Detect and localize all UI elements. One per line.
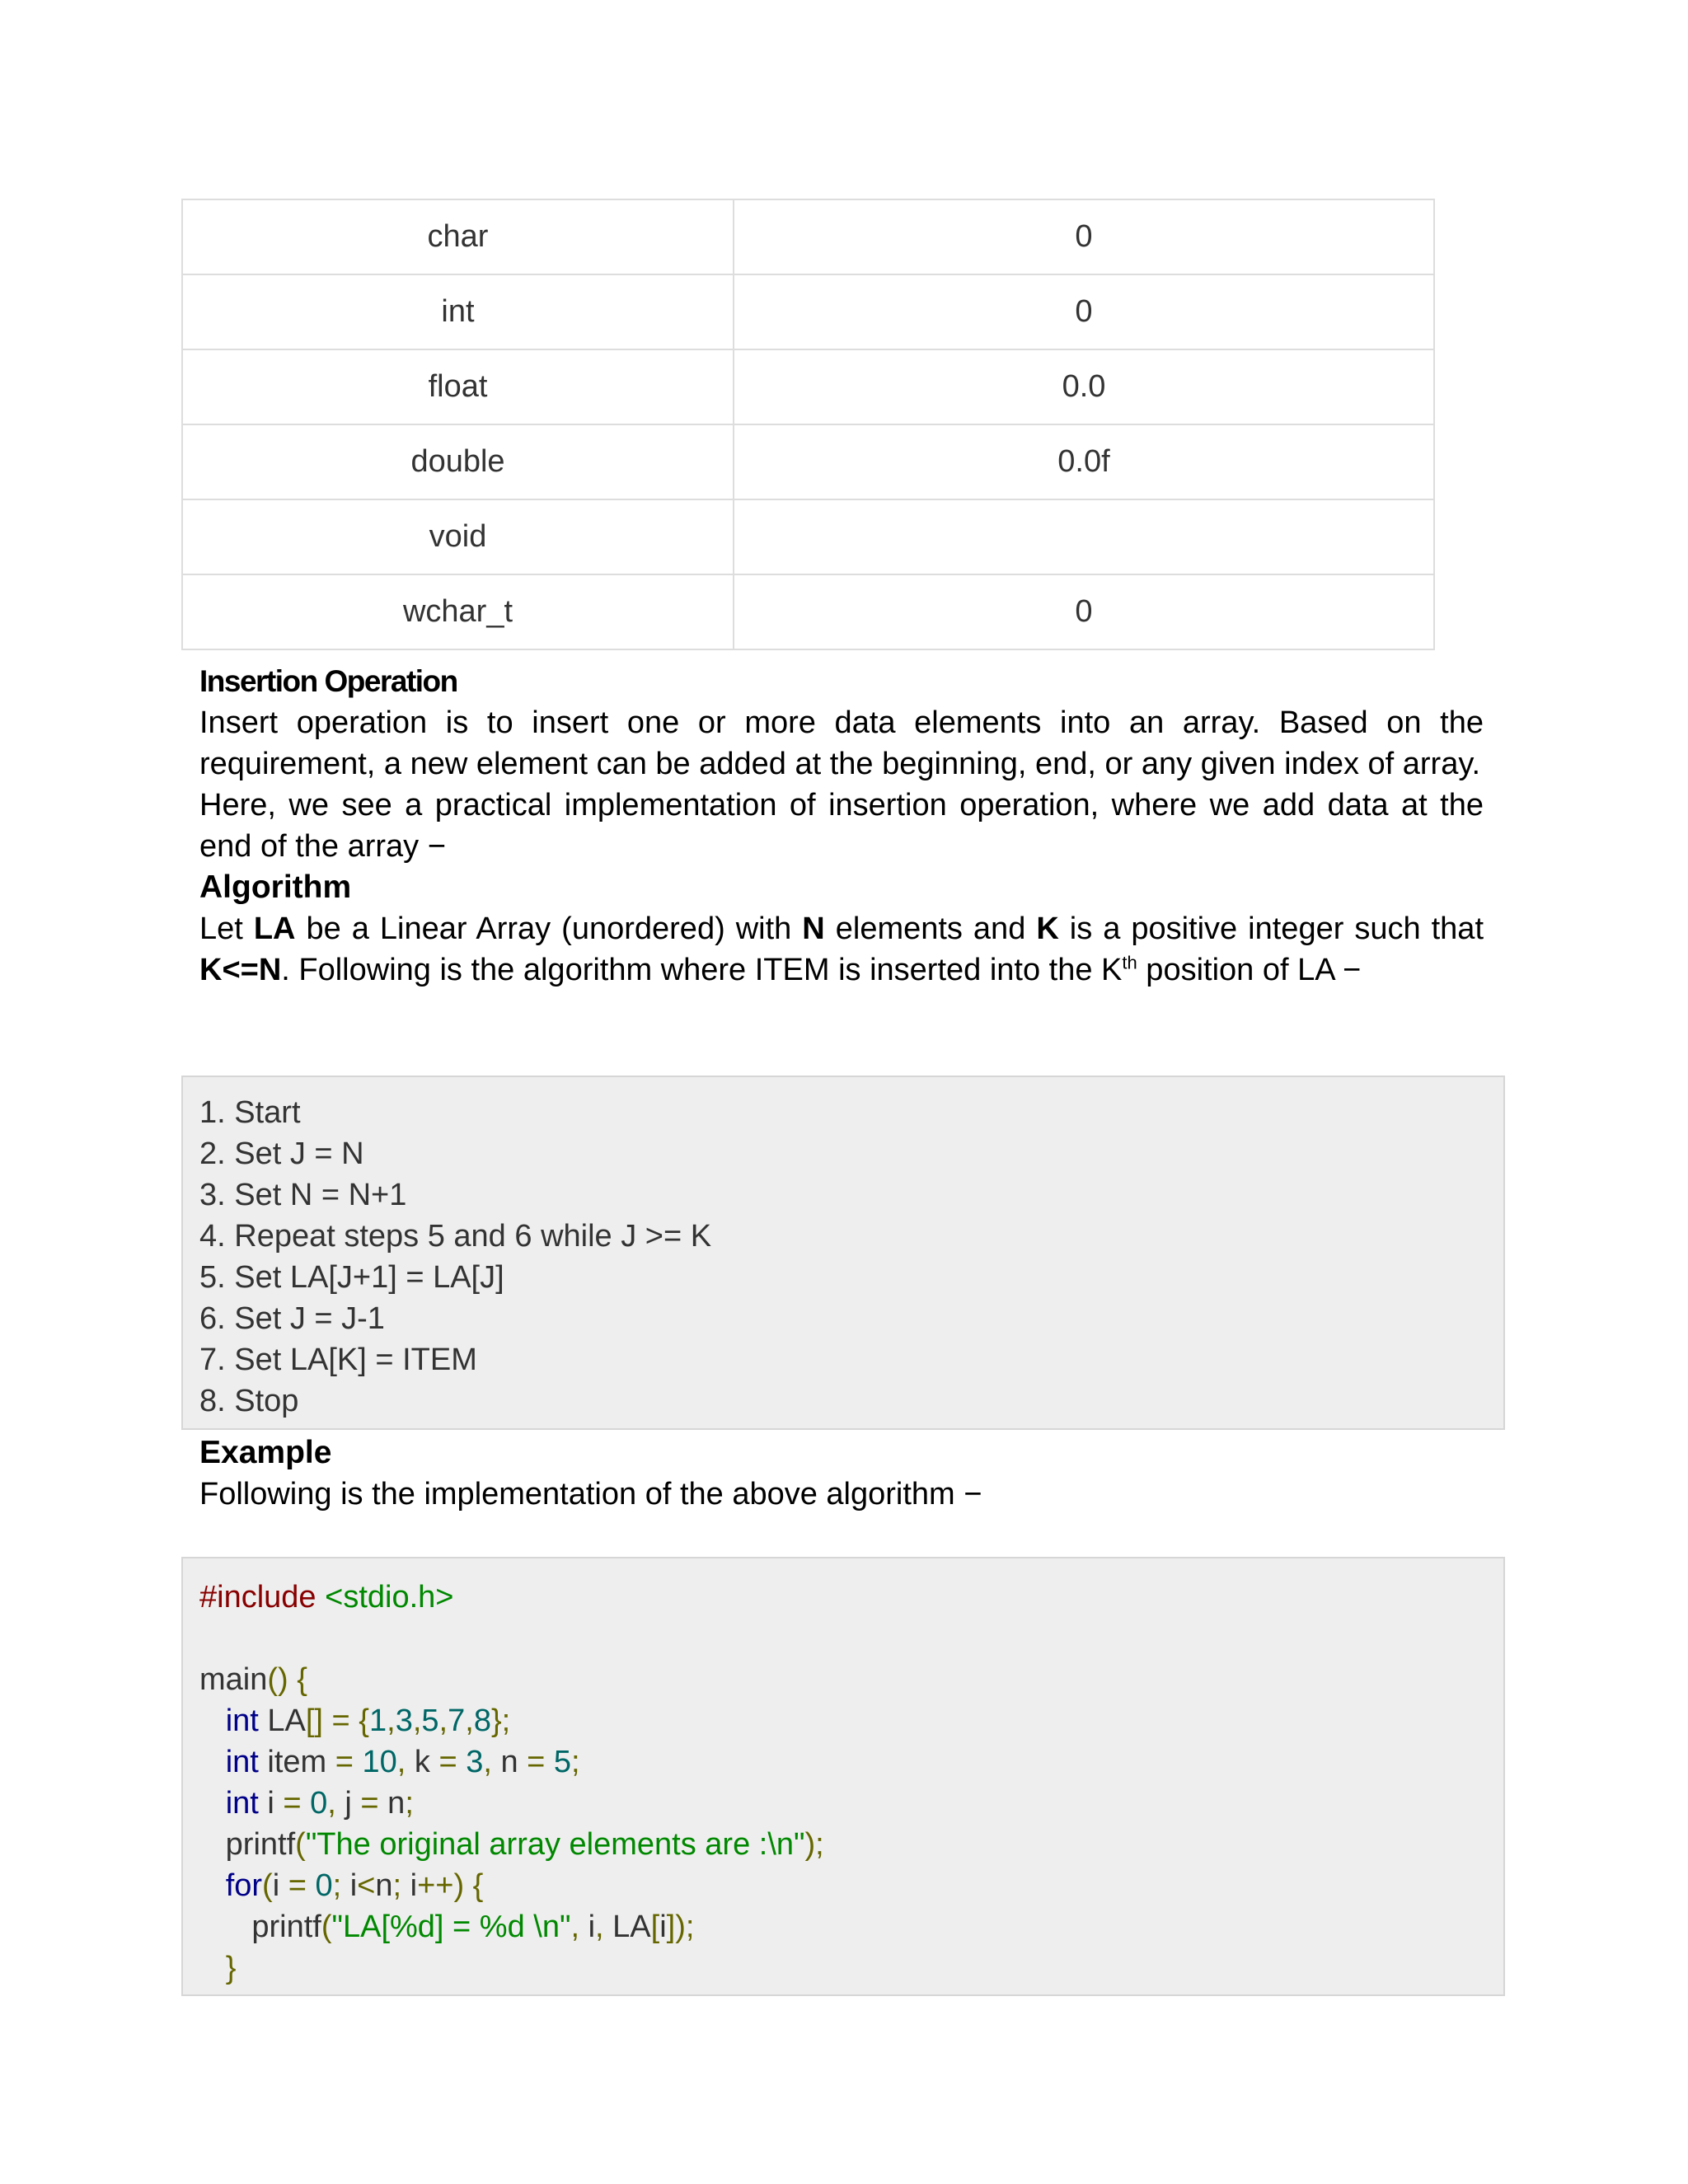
value-cell: 0.0 [734, 349, 1434, 424]
code-token [199, 1745, 226, 1779]
code-token: [] = { [305, 1704, 369, 1738]
code-token: , [396, 1745, 406, 1779]
code-token: 0 [310, 1786, 328, 1821]
code-line [199, 1783, 1503, 1824]
code-token: = [360, 1786, 379, 1821]
value-cell: 0 [734, 574, 1434, 649]
code-token: n [375, 1868, 393, 1903]
algorithm-step: 1. Start [199, 1095, 301, 1130]
example-text: Following is the implementation of the above algorithm − [199, 1477, 982, 1511]
insertion-section [199, 661, 1484, 991]
intro-text: elements and [824, 912, 1037, 946]
code-token: < [357, 1868, 376, 1903]
code-token: i [401, 1868, 418, 1903]
type-cell: void [182, 499, 734, 574]
code-token: }; [490, 1704, 511, 1738]
insertion-paragraph-2: Here, we see a practical implementation of insertion operation, where we add data at the end of the array − [199, 788, 1484, 864]
code-token: , [595, 1910, 604, 1944]
code-token: ; [405, 1786, 414, 1821]
algorithm-step: 3. Set N = N+1 [199, 1178, 407, 1212]
algorithm-step: 7. Set LA[K] = ITEM [199, 1343, 477, 1377]
type-cell: double [182, 424, 734, 499]
value-cell: 0 [734, 199, 1434, 274]
code-token: i [659, 1910, 667, 1944]
code-token: , [570, 1910, 580, 1944]
insertion-paragraph-1: Insert operation is to insert one or more data elements into an array. Based on the requirement, a new element can be added at the beginning, end, or any given index of array. [199, 705, 1484, 781]
code-token [199, 1951, 226, 1985]
code-token: main [199, 1662, 268, 1697]
code-token: "The original array elements are :\n" [305, 1827, 805, 1862]
code-token: ( [321, 1910, 332, 1944]
code-token [199, 1868, 226, 1903]
algorithm-step: 4. Repeat steps 5 and 6 while J >= K [199, 1219, 712, 1254]
code-token: i [579, 1910, 596, 1944]
type-cell: float [182, 349, 734, 424]
code-token: j [335, 1786, 361, 1821]
algorithm-step: 6. Set J = J-1 [199, 1301, 385, 1336]
code-token: n [491, 1745, 528, 1779]
code-token: 5 [553, 1745, 572, 1779]
intro-superscript: th [1122, 952, 1137, 973]
value-cell [734, 499, 1434, 574]
code-token: () { [267, 1662, 307, 1697]
code-token: ( [262, 1868, 273, 1903]
code-line [199, 1577, 1503, 1618]
code-line [199, 1906, 1503, 1947]
code-token: int [225, 1745, 259, 1779]
code-token: = [283, 1786, 311, 1821]
code-token [199, 1786, 226, 1821]
algorithm-step: 8. Stop [199, 1384, 299, 1418]
intro-text: position of LA − [1137, 953, 1362, 987]
table-row [182, 424, 1434, 499]
code-token: LA [258, 1704, 306, 1738]
code-token: i [272, 1868, 288, 1903]
code-token: = [527, 1745, 554, 1779]
value-cell: 0.0f [734, 424, 1434, 499]
code-token: ; [392, 1868, 402, 1903]
intro-bold-n: N [802, 912, 825, 946]
code-token: 0 [315, 1868, 333, 1903]
code-line [199, 1741, 1503, 1783]
code-token: , [438, 1704, 448, 1738]
code-token: , [387, 1704, 396, 1738]
code-token: 1 [369, 1704, 387, 1738]
table-row [182, 499, 1434, 574]
code-token: ; [571, 1745, 580, 1779]
code-token: 3 [466, 1745, 484, 1779]
intro-bold-la: LA [253, 912, 296, 946]
code-token: printf [199, 1827, 296, 1862]
code-token: ++) { [417, 1868, 484, 1903]
code-line [199, 1865, 1503, 1906]
table-body [182, 199, 1434, 649]
example-heading: Example [199, 1435, 332, 1470]
table-row [182, 349, 1434, 424]
code-token: printf [199, 1910, 321, 1944]
type-cell: int [182, 274, 734, 349]
intro-text: Let [199, 912, 254, 946]
code-token: , [483, 1745, 492, 1779]
code-token: k [406, 1745, 439, 1779]
type-cell: wchar_t [182, 574, 734, 649]
code-line [199, 1618, 1503, 1659]
code-token: , [465, 1704, 474, 1738]
code-line [199, 1824, 1503, 1865]
code-token: int [225, 1786, 259, 1821]
code-token: 10 [362, 1745, 397, 1779]
example-section [199, 1432, 1484, 1516]
intro-text: be a Linear Array (unordered) with [295, 912, 803, 946]
code-token: 8 [473, 1704, 491, 1738]
code-token: ; [332, 1868, 342, 1903]
code-token: 7 [448, 1704, 466, 1738]
algorithm-steps-box [181, 1076, 1505, 1430]
code-line [199, 1700, 1503, 1741]
algorithm-intro [199, 908, 1484, 991]
code-token: ); [804, 1827, 824, 1862]
algorithm-step: 2. Set J = N [199, 1137, 364, 1171]
code-line [199, 1659, 1503, 1700]
value-cell: 0 [734, 274, 1434, 349]
code-token: i [258, 1786, 284, 1821]
insertion-heading: Insertion Operation [199, 664, 457, 698]
default-values-table [181, 199, 1435, 650]
intro-text: is a positive integer such that [1058, 912, 1484, 946]
code-token: = [335, 1745, 363, 1779]
type-cell: char [182, 199, 734, 274]
code-token: } [225, 1951, 237, 1985]
code-token: int [225, 1704, 259, 1738]
table-row [182, 274, 1434, 349]
intro-bold-k: K [1036, 912, 1059, 946]
code-token: "LA[%d] = %d \n" [331, 1910, 571, 1944]
code-token: i [341, 1868, 358, 1903]
code-token: = [288, 1868, 316, 1903]
intro-bold-condition: K<=N [199, 953, 282, 987]
code-token: [ [650, 1910, 660, 1944]
code-token [199, 1704, 226, 1738]
table-row [182, 199, 1434, 274]
code-token: item [258, 1745, 335, 1779]
code-token: , [412, 1704, 422, 1738]
code-token: 3 [395, 1704, 413, 1738]
code-token: = [438, 1745, 467, 1779]
code-token: , [327, 1786, 336, 1821]
code-token: ]); [666, 1910, 695, 1944]
code-token: n [378, 1786, 406, 1821]
algorithm-step: 5. Set LA[J+1] = LA[J] [199, 1260, 504, 1295]
code-block [181, 1557, 1505, 1996]
algorithm-heading: Algorithm [199, 869, 352, 905]
code-token: #include [199, 1580, 326, 1615]
code-token: ( [295, 1827, 306, 1862]
code-token: LA [603, 1910, 651, 1944]
code-token: for [225, 1868, 263, 1903]
code-token: <stdio.h> [325, 1580, 454, 1615]
code-token: 5 [421, 1704, 439, 1738]
table-row [182, 574, 1434, 649]
code-line [199, 1947, 1503, 1989]
intro-text: . Following is the algorithm where ITEM is inserted into the K [281, 953, 1123, 987]
